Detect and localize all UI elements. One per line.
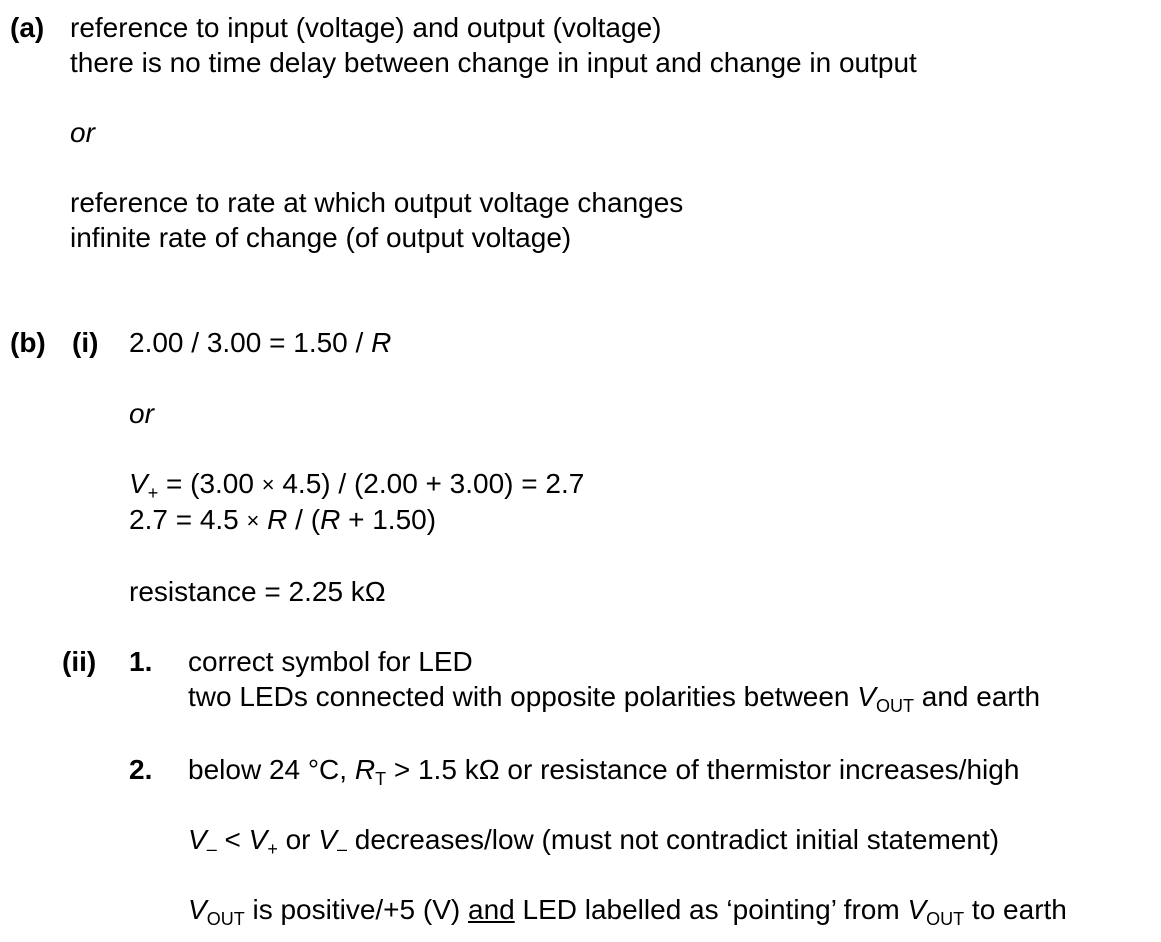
part-a-label: (a) bbox=[10, 12, 45, 43]
part-b-label: (b) bbox=[10, 327, 46, 358]
item-1-line-2: two LEDs connected with opposite polarities between $V_{OUT}$ and earth bbox=[188, 681, 1041, 716]
part-b-i-or: or bbox=[129, 398, 154, 429]
item-2-number: 2. bbox=[129, 754, 153, 785]
part-a-line-2: there is no time delay between change in input and change in output bbox=[70, 47, 917, 78]
item-1-line-1: correct symbol for LED bbox=[188, 646, 473, 677]
equation-v-plus: $V_+ = (3.00 \times 4.5) / (2.00 + 3.00) = 2.7$ bbox=[129, 468, 585, 503]
part-a-or: or bbox=[70, 117, 95, 148]
equation-ratio: 2.00 / 3.00 = 1.50 / R bbox=[129, 327, 392, 358]
part-a-line-3: reference to rate at which output voltage changes bbox=[70, 187, 684, 218]
equation-potential-divider: 2.7 = 4.5 × R / (R + 1.50) bbox=[129, 504, 437, 535]
part-b-i-label: (i) bbox=[72, 327, 99, 358]
item-2-line-2: $V_- < V_+$ or $V_-$ decreases/low (must not contradict initial statement) bbox=[188, 824, 1000, 859]
part-b-ii-label: (ii) bbox=[62, 646, 97, 677]
item-2-line-3: $V_{OUT}$ is positive/+5 (V) and LED labelled as ‘pointing’ from $V_{OUT}$ to earth bbox=[188, 894, 1067, 929]
item-2-line-1: below 24 °C, $R_T > 1.5$ kΩ or resistance of thermistor increases/high bbox=[188, 754, 1020, 789]
part-a-line-1: reference to input (voltage) and output (voltage) bbox=[70, 12, 662, 43]
item-1-number: 1. bbox=[129, 646, 153, 677]
resistance-answer: resistance = 2.25 kΩ bbox=[129, 576, 386, 607]
part-a-line-4: infinite rate of change (of output voltage) bbox=[70, 222, 572, 253]
